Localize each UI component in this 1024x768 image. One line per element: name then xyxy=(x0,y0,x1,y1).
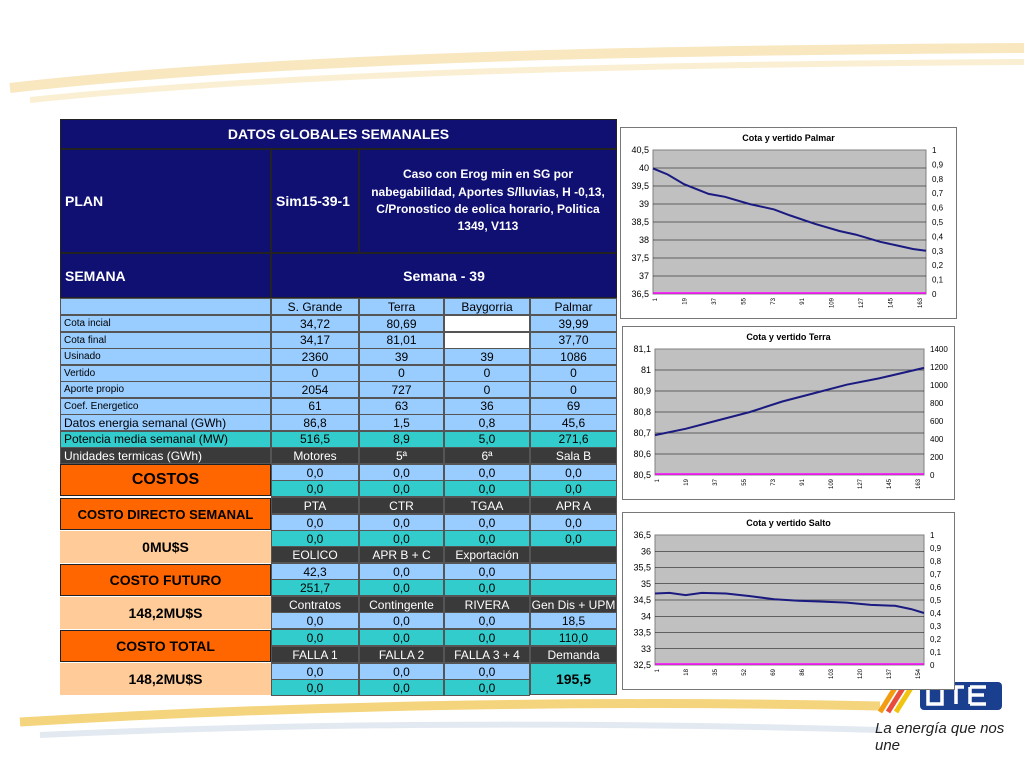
hydro-cell: 516,5 xyxy=(271,431,359,448)
x-tick-label: 73 xyxy=(771,479,777,486)
x-tick-label: 127 xyxy=(858,479,864,490)
logo-tagline: La energía que nos une xyxy=(875,720,1005,754)
y-right-tick-label: 600 xyxy=(930,417,944,426)
hydro-cell: 34,17 xyxy=(271,332,359,349)
x-tick-label: 19 xyxy=(684,479,690,486)
grid-cell: 0,0 xyxy=(444,612,530,629)
costo-directo-value: 0MU$S xyxy=(60,531,271,563)
x-tick-label: 91 xyxy=(800,479,806,486)
y-right-tick-label: 0,5 xyxy=(930,596,942,605)
grid-cell: 0,0 xyxy=(271,530,359,547)
y-right-tick-label: 0 xyxy=(932,290,937,299)
hydro-cell xyxy=(444,315,530,332)
y-left-tick-label: 81 xyxy=(640,365,651,375)
plan-description: Caso con Erog min en SG por nabegabilidad, Aportes S/lluvias, H -0,13, C/Pronostico de eolica horario, Politica 1349, V113 xyxy=(359,149,617,253)
x-tick-label: 52 xyxy=(742,669,748,676)
hydro-cell: 61 xyxy=(271,398,359,415)
x-tick-label: 91 xyxy=(800,298,807,305)
x-tick-label: 163 xyxy=(916,479,922,490)
hydro-cell: 39 xyxy=(444,348,530,365)
hydro-cell: 86,8 xyxy=(271,414,359,431)
y-right-tick-label: 1200 xyxy=(930,363,948,372)
hydro-row-label: Datos energia semanal (GWh) xyxy=(60,414,271,431)
grid-cell: 0,0 xyxy=(444,663,530,680)
y-right-tick-label: 0,4 xyxy=(932,232,944,242)
hydro-cell: 34,72 xyxy=(271,315,359,332)
grid-cell: 0,0 xyxy=(530,530,617,547)
hydro-cell: 0 xyxy=(444,365,530,382)
semana-value: Semana - 39 xyxy=(271,253,617,298)
hydro-cell: 0 xyxy=(359,365,444,382)
y-right-tick-label: 0,9 xyxy=(930,544,942,553)
chart-palmar xyxy=(620,127,957,319)
y-right-tick-label: 0,6 xyxy=(930,583,942,592)
grid-cell: 251,7 xyxy=(271,579,359,596)
x-tick-label: 55 xyxy=(742,479,748,486)
y-right-tick-label: 0,3 xyxy=(930,622,942,631)
grid-cell: 0,0 xyxy=(271,629,359,646)
hydro-header: S. Grande xyxy=(271,298,359,315)
y-left-tick-label: 39,5 xyxy=(631,181,649,191)
x-tick-label: 18 xyxy=(684,669,690,676)
hydro-cell: 45,6 xyxy=(530,414,617,431)
y-right-tick-label: 400 xyxy=(930,435,944,444)
x-tick-label: 69 xyxy=(771,669,777,676)
grid-cell: 0,0 xyxy=(271,663,359,680)
grid-cell: RIVERA xyxy=(444,596,530,613)
demanda-value: 195,5 xyxy=(530,663,617,695)
hydro-cell: 5,0 xyxy=(444,431,530,448)
grid-cell: 0,0 xyxy=(359,464,444,481)
hydro-cell: 1086 xyxy=(530,348,617,365)
grid-cell: FALLA 2 xyxy=(359,646,444,663)
x-tick-label: 127 xyxy=(859,298,866,309)
hydro-row-label: Usinado xyxy=(60,348,271,365)
y-left-tick-label: 38,5 xyxy=(631,217,649,227)
hydro-cell: 0 xyxy=(530,381,617,398)
costo-futuro-value: 148,2MU$S xyxy=(60,597,271,629)
hydro-cell: 0,8 xyxy=(444,414,530,431)
y-left-tick-label: 36,5 xyxy=(631,289,649,299)
semana-label: SEMANA xyxy=(60,253,271,298)
costo-total-value: 148,2MU$S xyxy=(60,663,271,695)
x-tick-label: 163 xyxy=(918,298,924,309)
grid-cell: 110,0 xyxy=(530,629,617,646)
hydro-cell: 39,99 xyxy=(530,315,617,332)
hydro-cell: 63 xyxy=(359,398,444,415)
hydro-cell: 8,9 xyxy=(359,431,444,448)
plan-label: PLAN xyxy=(60,149,271,253)
grid-cell: 0,0 xyxy=(530,480,617,497)
y-left-tick-label: 33 xyxy=(640,643,651,654)
x-tick-label: 109 xyxy=(829,479,835,490)
y-left-tick-label: 37,5 xyxy=(631,253,649,263)
hydro-header: Baygorria xyxy=(444,298,530,315)
termicas-header: Sala B xyxy=(530,447,617,464)
grid-cell: 0,0 xyxy=(444,579,530,596)
y-right-tick-label: 1 xyxy=(930,531,935,540)
grid-cell: 0,0 xyxy=(530,514,617,531)
grid-cell: 0,0 xyxy=(359,514,444,531)
y-right-tick-label: 0,1 xyxy=(930,648,942,657)
y-right-tick-label: 0,7 xyxy=(932,189,944,199)
grid-cell: EOLICO xyxy=(271,546,359,563)
grid-cell: 0,0 xyxy=(271,679,359,696)
y-left-tick-label: 80,9 xyxy=(633,386,651,396)
grid-cell: 0,0 xyxy=(359,679,444,696)
grid-cell: 0,0 xyxy=(271,514,359,531)
y-left-tick-label: 80,8 xyxy=(633,407,651,417)
y-left-tick-label: 40 xyxy=(638,163,649,173)
x-tick-label: 73 xyxy=(770,298,777,305)
hydro-row-label: Potencia media semanal (MW) xyxy=(60,431,271,448)
y-left-tick-label: 38 xyxy=(638,235,649,245)
grid-cell: Exportación xyxy=(444,546,530,563)
grid-cell: 0,0 xyxy=(359,629,444,646)
hydro-row-label: Coef. Energetico xyxy=(60,398,271,415)
x-tick-label: 145 xyxy=(888,298,895,309)
y-right-tick-label: 1000 xyxy=(930,381,948,390)
grid-cell: 0,0 xyxy=(359,579,444,596)
y-right-tick-label: 0,2 xyxy=(932,261,944,271)
y-left-tick-label: 40,5 xyxy=(631,145,649,155)
x-tick-label: 120 xyxy=(858,669,864,680)
chart-salto xyxy=(622,512,955,690)
grid-cell xyxy=(530,579,617,596)
hydro-cell: 0 xyxy=(271,365,359,382)
y-right-tick-label: 200 xyxy=(930,453,944,462)
y-left-tick-label: 80,5 xyxy=(633,470,651,480)
y-left-tick-label: 36,5 xyxy=(633,530,651,540)
hydro-cell: 69 xyxy=(530,398,617,415)
hydro-row-label: Cota incial xyxy=(60,315,271,332)
hydro-cell: 80,69 xyxy=(359,315,444,332)
hydro-cell: 0 xyxy=(530,365,617,382)
grid-cell: Gen Dis + UPM xyxy=(531,597,616,612)
grid-cell: 0,0 xyxy=(444,464,530,481)
y-left-tick-label: 33,5 xyxy=(633,627,651,638)
grid-cell: TGAA xyxy=(444,497,530,514)
termicas-header: Motores xyxy=(271,447,359,464)
chart-title: Cota y vertido Palmar xyxy=(742,133,835,143)
grid-cell: 0,0 xyxy=(359,663,444,680)
costo-total-label: COSTO TOTAL xyxy=(60,630,271,662)
grid-cell: Contingente xyxy=(359,596,444,613)
grid-cell: FALLA 3 + 4 xyxy=(444,646,530,663)
y-left-tick-label: 39 xyxy=(638,199,649,209)
grid-cell: 0,0 xyxy=(530,464,617,481)
y-left-tick-label: 37 xyxy=(638,271,649,281)
y-right-tick-label: 800 xyxy=(930,399,944,408)
y-right-tick-label: 0 xyxy=(930,471,935,480)
y-right-tick-label: 1 xyxy=(932,146,937,155)
y-left-tick-label: 32,5 xyxy=(633,660,651,670)
y-right-tick-label: 0 xyxy=(930,661,935,670)
y-right-tick-label: 0,6 xyxy=(932,203,944,213)
termicas-header: 5ª xyxy=(359,447,444,464)
y-left-tick-label: 80,7 xyxy=(633,428,651,438)
hydro-row-label: Aporte propio xyxy=(60,381,271,398)
x-tick-label: 37 xyxy=(711,298,718,305)
y-right-tick-label: 0,7 xyxy=(930,570,942,579)
x-tick-label: 154 xyxy=(916,669,922,680)
grid-cell: 0,0 xyxy=(271,480,359,497)
y-right-tick-label: 0,9 xyxy=(932,160,944,170)
grid-cell: APR B + C xyxy=(359,546,444,563)
grid-cell: Contratos xyxy=(271,596,359,613)
grid-cell: 0,0 xyxy=(444,514,530,531)
x-tick-label: 145 xyxy=(887,479,893,490)
y-right-tick-label: 0,8 xyxy=(930,557,942,566)
grid-cell: 0,0 xyxy=(444,629,530,646)
hydro-cell: 39 xyxy=(359,348,444,365)
grid-cell xyxy=(530,563,617,580)
y-right-tick-label: 0,4 xyxy=(930,609,942,618)
x-tick-label: 1 xyxy=(655,479,661,483)
hydro-header: Palmar xyxy=(530,298,617,315)
y-right-tick-label: 0,2 xyxy=(930,635,942,644)
y-right-tick-label: 0,1 xyxy=(932,275,944,285)
grid-cell: 0,0 xyxy=(271,612,359,629)
termicas-header: 6ª xyxy=(444,447,530,464)
x-tick-label: 103 xyxy=(829,669,835,680)
x-tick-label: 1 xyxy=(653,298,659,302)
y-left-tick-label: 34 xyxy=(640,611,651,622)
grid-cell: 0,0 xyxy=(359,612,444,629)
hydro-cell: 1,5 xyxy=(359,414,444,431)
y-left-tick-label: 35 xyxy=(640,578,651,589)
grid-cell: PTA xyxy=(271,497,359,514)
hydro-cell: 2054 xyxy=(271,381,359,398)
grid-cell: 0,0 xyxy=(359,530,444,547)
page-title: DATOS GLOBALES SEMANALES xyxy=(60,119,617,149)
y-left-tick-label: 80,6 xyxy=(633,449,651,459)
y-right-tick-label: 0,5 xyxy=(932,218,944,227)
y-left-tick-label: 81,1 xyxy=(633,344,651,354)
x-tick-label: 19 xyxy=(682,298,689,305)
x-tick-label: 86 xyxy=(800,669,806,676)
y-left-tick-label: 35,5 xyxy=(633,562,651,573)
grid-cell: CTR xyxy=(359,497,444,514)
y-left-tick-label: 34,5 xyxy=(633,595,651,605)
grid-cell: 0,0 xyxy=(359,480,444,497)
plan-value: Sim15-39-1 xyxy=(271,149,359,253)
hydro-cell: 37,70 xyxy=(530,332,617,349)
grid-cell xyxy=(530,546,617,563)
y-right-tick-label: 0,3 xyxy=(932,246,944,256)
hydro-row-label: Vertido xyxy=(60,365,271,382)
hydro-cell: 727 xyxy=(359,381,444,398)
y-left-tick-label: 36 xyxy=(640,546,651,557)
grid-cell: 0,0 xyxy=(444,480,530,497)
chart-title: Cota y vertido Terra xyxy=(746,332,831,342)
hydro-row-label: Cota final xyxy=(60,332,271,349)
grid-cell: 18,5 xyxy=(530,612,617,629)
grid-cell: 0,0 xyxy=(359,563,444,580)
hydro-cell: 81,01 xyxy=(359,332,444,349)
hydro-header-blank xyxy=(60,298,271,315)
chart-title: Cota y vertido Salto xyxy=(746,518,831,528)
costos-title: COSTOS xyxy=(60,464,271,496)
chart-terra xyxy=(622,326,955,500)
y-right-tick-label: 0,8 xyxy=(932,174,944,184)
hydro-cell: 2360 xyxy=(271,348,359,365)
grid-cell: 0,0 xyxy=(444,563,530,580)
hydro-cell: 271,6 xyxy=(530,431,617,448)
grid-cell: 42,3 xyxy=(271,563,359,580)
termicas-label: Unidades termicas (GWh) xyxy=(60,447,271,464)
grid-cell: 0,0 xyxy=(444,679,530,696)
hydro-header: Terra xyxy=(359,298,444,315)
grid-cell: Demanda xyxy=(530,646,617,663)
hydro-cell: 36 xyxy=(444,398,530,415)
x-tick-label: 137 xyxy=(887,669,893,680)
hydro-cell xyxy=(444,332,530,349)
x-tick-label: 35 xyxy=(713,669,719,676)
x-tick-label: 1 xyxy=(655,669,661,673)
x-tick-label: 37 xyxy=(713,479,719,486)
hydro-cell: 0 xyxy=(444,381,530,398)
grid-cell: FALLA 1 xyxy=(271,646,359,663)
costo-directo-label: COSTO DIRECTO SEMANAL xyxy=(60,498,271,530)
costo-futuro-label: COSTO FUTURO xyxy=(60,564,271,596)
y-right-tick-label: 1400 xyxy=(930,345,948,354)
grid-cell: APR A xyxy=(530,497,617,514)
grid-cell: 0,0 xyxy=(271,464,359,481)
x-tick-label: 55 xyxy=(741,298,748,305)
grid-cell: 0,0 xyxy=(444,530,530,547)
x-tick-label: 109 xyxy=(829,298,836,309)
